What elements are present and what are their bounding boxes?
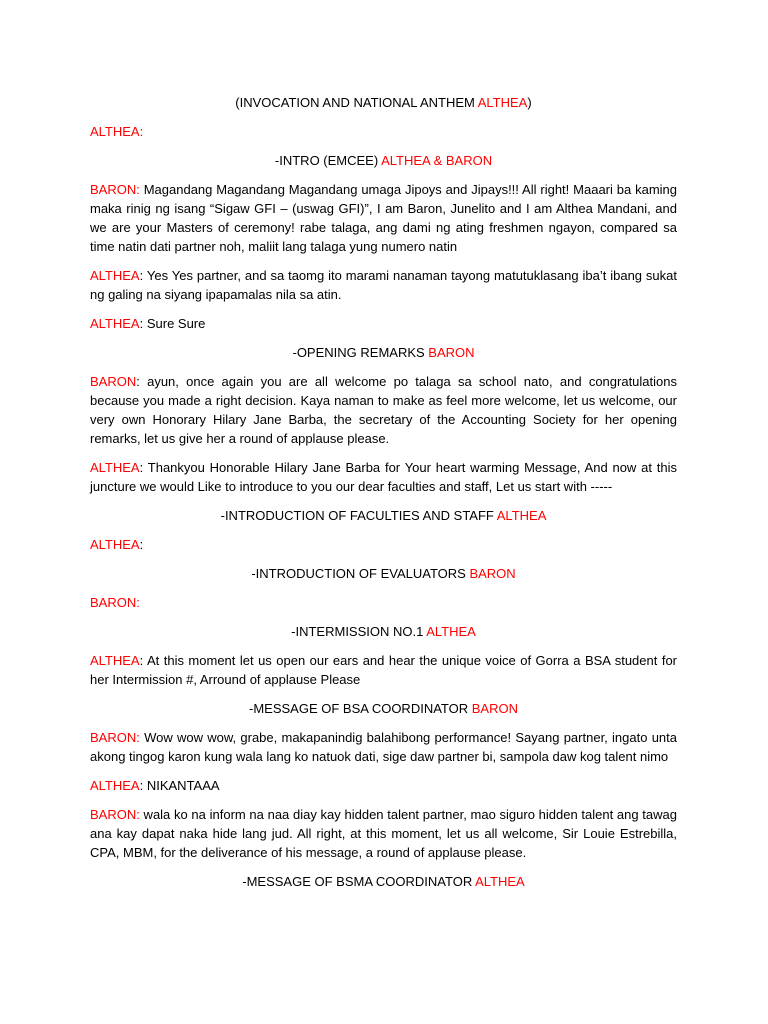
heading-text: -INTRO (EMCEE) xyxy=(274,153,382,168)
heading-text: -INTERMISSION NO.1 xyxy=(291,624,427,639)
bsa-coordinator-heading xyxy=(90,699,677,718)
faculties-heading xyxy=(90,506,677,525)
heading-text: -MESSAGE OF BSA COORDINATOR xyxy=(249,701,472,716)
speaker-name: BARON xyxy=(471,701,518,716)
dialogue-paragraph xyxy=(90,372,677,448)
heading-text: -MESSAGE OF BSMA COORDINATOR xyxy=(242,874,476,889)
dialogue-paragraph xyxy=(90,180,677,256)
colon-text: : xyxy=(139,537,144,552)
speaker-line xyxy=(90,122,677,141)
dialogue-text: wala ko na inform na naa diay kay hidden talent partner, mao siguro hidden talent ang tawag ana kay dapat naka hide lang jud. All right, at this moment, let us all welcome, Sir Louie Estrebilla, CPA, MBM, for the deliverance of his message, a round of applause please. xyxy=(90,807,677,860)
dialogue-text: Magandang Magandang Magandang umaga Jipoys and Jipays!!! All right! Maaari ba kaming maka rinig ng isang “Sigaw GFI – (uswag GFI)”, I am Baron, Junelito and I am Althea Mandani, and we are your Masters of ceremony! rabe talaga, ang dami ng ating freshmen ngayon, compared sa time natin dati partner noh, maliit lang talaga yung numero natin xyxy=(90,182,677,254)
speaker-name: ALTHEA & BARON xyxy=(381,153,493,168)
speaker-name: BARON xyxy=(469,566,516,581)
document-page xyxy=(90,93,677,901)
speaker-name: BARON: xyxy=(90,182,140,197)
speaker-name: ALTHEA xyxy=(90,537,140,552)
invocation-heading xyxy=(90,93,677,112)
speaker-name: ALTHEA xyxy=(426,624,476,639)
opening-remarks-heading xyxy=(90,343,677,362)
dialogue-text: : At this moment let us open our ears and hear the unique voice of Gorra a BSA student for her Intermission #, Arround of applause Please xyxy=(90,653,677,687)
heading-text: -OPENING REMARKS xyxy=(292,345,429,360)
dialogue-text: Wow wow wow, grabe, makapanindig balahibong performance! Sayang partner, ingato unta akong tingog karon kung wala lang ko natuok dati, sige daw partner bi, sampola daw kog talent nimo xyxy=(90,730,677,764)
speaker-name: BARON xyxy=(428,345,475,360)
dialogue-paragraph xyxy=(90,266,677,304)
intermission-heading xyxy=(90,622,677,641)
speaker-name: ALTHEA: xyxy=(90,124,144,139)
speaker-name: BARON xyxy=(90,374,137,389)
speaker-name: BARON: xyxy=(90,730,140,745)
speaker-name: ALTHEA xyxy=(496,508,547,523)
dialogue-paragraph xyxy=(90,651,677,689)
dialogue-paragraph xyxy=(90,458,677,496)
heading-text: -INTRODUCTION OF FACULTIES AND STAFF xyxy=(220,508,497,523)
bsma-coordinator-heading xyxy=(90,872,677,891)
dialogue-text: : Yes Yes partner, and sa taomg ito marami nanaman tayong matutuklasang iba’t ibang sukat ng galing na siyang ipapamalas nila sa atin. xyxy=(90,268,677,302)
speaker-name: ALTHEA xyxy=(90,268,140,283)
dialogue-text: : Sure Sure xyxy=(139,316,206,331)
dialogue-paragraph xyxy=(90,805,677,862)
speaker-name: ALTHEA xyxy=(90,316,140,331)
speaker-line xyxy=(90,593,677,612)
heading-text: -INTRODUCTION OF EVALUATORS xyxy=(251,566,470,581)
speaker-name: BARON: xyxy=(90,595,140,610)
heading-text: (INVOCATION AND NATIONAL ANTHEM xyxy=(235,95,478,110)
dialogue-text: : NIKANTAAA xyxy=(139,778,220,793)
heading-text: ) xyxy=(527,95,532,110)
speaker-name: ALTHEA xyxy=(90,653,140,668)
evaluators-heading xyxy=(90,564,677,583)
dialogue-text: : ayun, once again you are all welcome po talaga sa school nato, and congratulations because you made a right decision. Kaya naman to make as feel more welcome, let us welcome, our very own Honorary Hilary Jane Barba, the secretary of the Accounting Society for her opening remarks, let us give her a round of applause please. xyxy=(90,374,677,446)
speaker-name: ALTHEA xyxy=(477,95,528,110)
speaker-line xyxy=(90,535,677,554)
intro-heading xyxy=(90,151,677,170)
speaker-name: ALTHEA xyxy=(475,874,525,889)
dialogue-paragraph xyxy=(90,728,677,766)
speaker-name: ALTHEA xyxy=(90,778,140,793)
dialogue-text: : Thankyou Honorable Hilary Jane Barba for Your heart warming Message, And now at this juncture we would Like to introduce to you our dear faculties and staff, Let us start with ----- xyxy=(90,460,677,494)
dialogue-paragraph xyxy=(90,314,677,333)
speaker-name: BARON: xyxy=(90,807,140,822)
speaker-name: ALTHEA xyxy=(90,460,140,475)
dialogue-paragraph xyxy=(90,776,677,795)
